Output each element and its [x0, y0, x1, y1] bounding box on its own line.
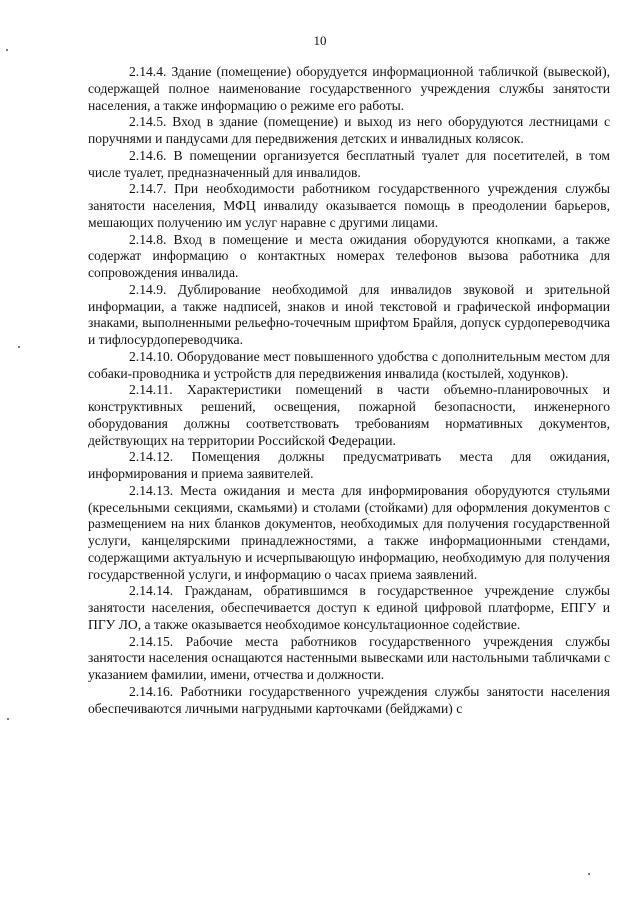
paragraph-2-14-13: 2.14.13. Места ожидания и места для информирования оборудуются стульями (кресельными секциями, скамьями) и столами (стойками) для оформления документов с размещением на них бланков документов, необходимых для получения государственной услуги, канцелярскими принадлежностями, а также информационными стендами, содержащими актуальную и исчерпывающую информацию, необходимую для получения государственной услуги, и информацию о часах приема заявлений. — [88, 482, 610, 582]
paragraph-2-14-8: 2.14.8. Вход в помещение и места ожидания оборудуются кнопками, а также содержат информацию о контактных номерах телефонов вызова работника для сопровождения инвалида. — [88, 231, 610, 280]
paragraph-2-14-7: 2.14.7. При необходимости работником государственного учреждения службы занятости населения, МФЦ инвалиду оказывается помощь в преодолении барьеров, мешающих получению им услуг наравне с другими лицами. — [88, 181, 610, 230]
page-number: 10 — [313, 33, 327, 48]
scan-speck — [18, 346, 20, 348]
paragraph-2-14-6: 2.14.6. В помещении организуется бесплатный туалет для посетителей, в том числе туалет, предназначенный для инвалидов. — [88, 147, 610, 180]
document-body — [88, 64, 610, 717]
paragraph-2-14-10: 2.14.10. Оборудование мест повышенного удобства с дополнительным местом для собаки-проводника и устройств для передвижения инвалида (костылей, ходунков). — [88, 348, 610, 381]
paragraph-2-14-4: 2.14.4. Здание (помещение) оборудуется информационной табличкой (вывеской), содержащей полное наименование государственного учреждения службы занятости населения, а также информацию о режиме его работы. — [88, 64, 610, 113]
paragraph-2-14-5: 2.14.5. Вход в здание (помещение) и выход из него оборудуются лестницами с поручнями и пандусами для передвижения детских и инвалидных колясок. — [88, 114, 610, 146]
scan-speck — [7, 718, 9, 720]
paragraph-2-14-14: 2.14.14. Гражданам, обратившимся в государственное учреждение службы занятости населения, обеспечивается доступ к единой цифровой платформе, ЕПГУ и ПГУ ЛО, а также оказывается необходимое консультационное содействие. — [88, 583, 610, 632]
paragraph-2-14-15: 2.14.15. Рабочие места работников государственного учреждения службы занятости населения оснащаются настенными вывесками или настольными табличками с указанием фамилии, имени, отчества и должности. — [88, 633, 610, 682]
paragraph-2-14-12: 2.14.12. Помещения должны предусматривать места для ожидания, информирования и приема заявителей. — [88, 449, 610, 481]
scan-speck — [588, 873, 590, 875]
paragraph-2-14-9: 2.14.9. Дублирование необходимой для инвалидов звуковой и зрительной информации, а также надписей, знаков и иной текстовой и графической информации знаками, выполненными рельефно-точечным шрифтом Брайля, допуск сурдопереводчика и тифлосурдопереводчика. — [88, 281, 610, 347]
paragraph-2-14-16: 2.14.16. Работники государственного учреждения службы занятости населения обеспечиваются личными нагрудными карточками (бейджами) с — [88, 683, 610, 716]
scan-speck — [6, 49, 8, 51]
paragraph-2-14-11: 2.14.11. Характеристики помещений в части объемно-планировочных и конструктивных решений, освещения, пожарной безопасности, инженерного оборудования должны соответствовать требованиям нормативных документов, действующих на территории Российской Федерации. — [88, 382, 610, 448]
